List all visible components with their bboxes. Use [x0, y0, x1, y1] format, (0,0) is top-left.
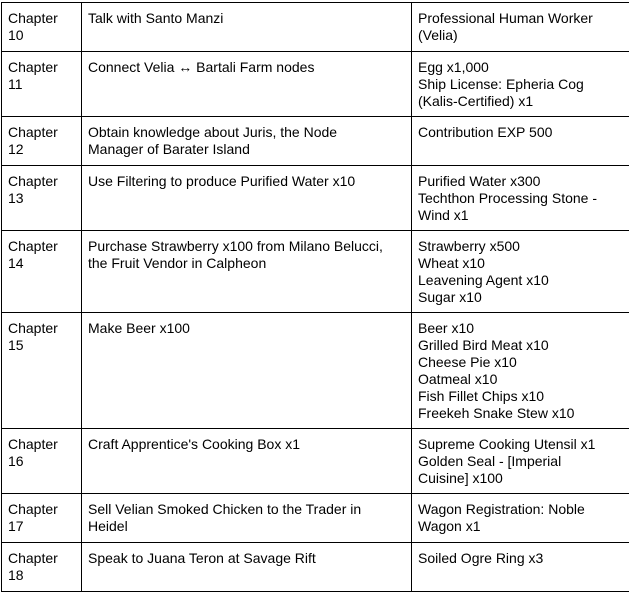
objective-cell: Make Beer x100	[82, 313, 412, 429]
rewards-cell: Strawberry x500 Wheat x10 Leavening Agent x10 Sugar x10	[412, 231, 629, 313]
chapter-cell: Chapter 18	[2, 543, 82, 592]
table-row	[2, 494, 629, 543]
rewards-cell: Purified Water x300 Techthon Processing Stone - Wind x1	[412, 166, 629, 231]
objective-cell: Speak to Juana Teron at Savage Rift	[82, 543, 412, 592]
chapter-cell: Chapter 14	[2, 231, 82, 313]
chapter-cell: Chapter 17	[2, 494, 82, 543]
table-row	[2, 313, 629, 429]
objective-cell: Use Filtering to produce Purified Water x10	[82, 166, 412, 231]
table-row	[2, 429, 629, 494]
chapter-cell: Chapter 16	[2, 429, 82, 494]
objective-cell: Sell Velian Smoked Chicken to the Trader in Heidel	[82, 494, 412, 543]
rewards-cell: Egg x1,000 Ship License: Epheria Cog (Kalis-Certified) x1	[412, 52, 629, 117]
table-row	[2, 543, 629, 592]
chapter-cell: Chapter 10	[2, 3, 82, 52]
chapter-cell: Chapter 11	[2, 52, 82, 117]
chapter-cell: Chapter 12	[2, 117, 82, 166]
chapter-cell: Chapter 13	[2, 166, 82, 231]
objective-cell: Purchase Strawberry x100 from Milano Belucci, the Fruit Vendor in Calpheon	[82, 231, 412, 313]
objective-cell: Obtain knowledge about Juris, the Node Manager of Barater Island	[82, 117, 412, 166]
table-row	[2, 117, 629, 166]
rewards-cell: Contribution EXP 500	[412, 117, 629, 166]
chapter-cell: Chapter 15	[2, 313, 82, 429]
table-row	[2, 52, 629, 117]
quest-table	[1, 2, 629, 592]
table-row	[2, 231, 629, 313]
rewards-cell: Wagon Registration: Noble Wagon x1	[412, 494, 629, 543]
rewards-cell: Soiled Ogre Ring x3	[412, 543, 629, 592]
quest-table-body	[2, 3, 629, 592]
rewards-cell: Professional Human Worker (Velia)	[412, 3, 629, 52]
objective-cell: Connect Velia ↔ Bartali Farm nodes	[82, 52, 412, 117]
objective-cell: Talk with Santo Manzi	[82, 3, 412, 52]
table-row	[2, 3, 629, 52]
table-row	[2, 166, 629, 231]
rewards-cell: Supreme Cooking Utensil x1 Golden Seal - [Imperial Cuisine] x100	[412, 429, 629, 494]
rewards-cell: Beer x10 Grilled Bird Meat x10 Cheese Pie x10 Oatmeal x10 Fish Fillet Chips x10 Freekeh Snake Stew x10	[412, 313, 629, 429]
objective-cell: Craft Apprentice's Cooking Box x1	[82, 429, 412, 494]
